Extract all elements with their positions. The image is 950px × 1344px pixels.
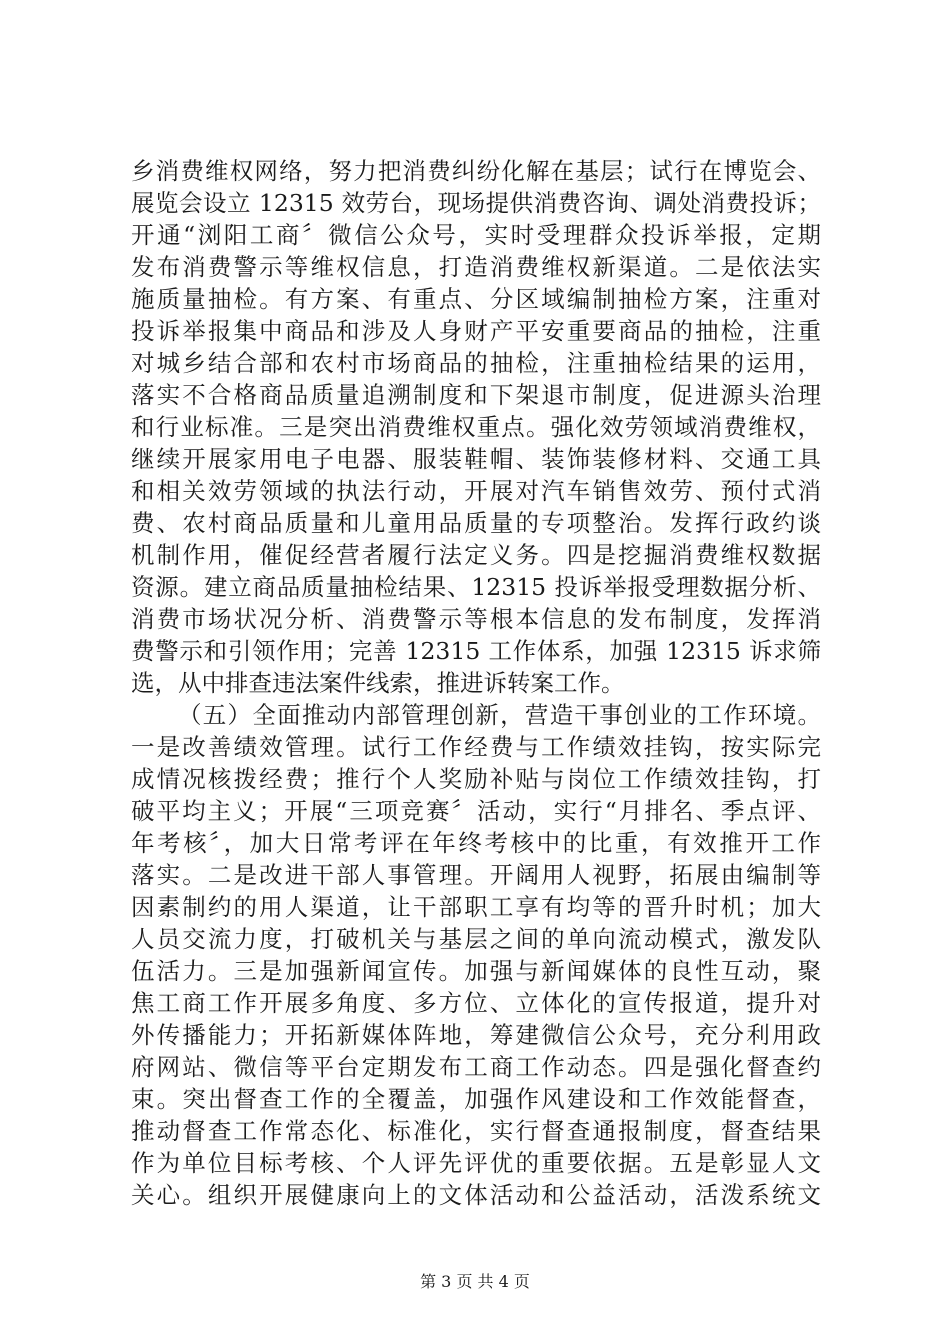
- text-line: 开通“浏阳工商〞微信公众号，实时受理群众投诉举报，定期: [131, 221, 821, 249]
- text-line: 伍活力。三是加强新闻宣传。加强与新闻媒体的良性互动，聚: [131, 957, 821, 985]
- text-line: 展览会设立 12315 效劳台，现场提供消费咨询、调处消费投诉；: [131, 189, 821, 217]
- section-heading-line: （五）全面推动内部管理创新，营造干事创业的工作环境。: [178, 701, 821, 729]
- text-line: 对城乡结合部和农村市场商品的抽检，注重抽检结果的运用，: [131, 349, 821, 377]
- text-line: 费、农村商品质量和儿童用品质量的专项整治。发挥行政约谈: [131, 509, 821, 537]
- text-line: 焦工商工作开展多角度、多方位、立体化的宣传报道，提升对: [131, 989, 821, 1017]
- text-line: 推动督查工作常态化、标准化，实行督查通报制度，督查结果: [131, 1117, 821, 1145]
- text-line: 外传播能力；开拓新媒体阵地，筹建微信公众号，充分利用政: [131, 1021, 821, 1049]
- text-line: 机制作用，催促经营者履行法定义务。四是挖掘消费维权数据: [131, 541, 821, 569]
- text-line: 继续开展家用电子电器、服装鞋帽、装饰装修材料、交通工具: [131, 445, 821, 473]
- text-line: 年考核〞，加大日常考评在年终考核中的比重，有效推开工作: [131, 829, 821, 857]
- text-line: 成情况核拨经费；推行个人奖励补贴与岗位工作绩效挂钩，打: [131, 765, 821, 793]
- text-line: 束。突出督查工作的全覆盖，加强作风建设和工作效能督查，: [131, 1085, 821, 1113]
- text-line: 破平均主义；开展“三项竞赛〞活动，实行“月排名、季点评、: [131, 797, 821, 825]
- text-line: 落实。二是改进干部人事管理。开阔用人视野，拓展由编制等: [131, 861, 821, 889]
- text-line: 落实不合格商品质量追溯制度和下架退市制度，促进源头治理: [131, 381, 821, 409]
- text-line: 费警示和引领作用；完善 12315 工作体系，加强 12315 诉求筛: [131, 637, 821, 665]
- text-line: 一是改善绩效管理。试行工作经费与工作绩效挂钩，按实际完: [131, 733, 821, 761]
- text-line: 和相关效劳领域的执法行动，开展对汽车销售效劳、预付式消: [131, 477, 821, 505]
- text-line: 发布消费警示等维权信息，打造消费维权新渠道。二是依法实: [131, 253, 821, 281]
- text-line: 资源。建立商品质量抽检结果、12315 投诉举报受理数据分析、: [131, 573, 821, 601]
- text-line: 关心。组织开展健康向上的文体活动和公益活动，活泼系统文: [131, 1181, 821, 1209]
- text-line: 乡消费维权网络，努力把消费纠纷化解在基层；试行在博览会、: [131, 157, 821, 185]
- text-line: 人员交流力度，打破机关与基层之间的单向流动模式，激发队: [131, 925, 821, 953]
- paragraph-consumer-rights: [131, 155, 821, 699]
- text-line: 因素制约的用人渠道，让干部职工享有均等的晋升时机；加大: [131, 893, 821, 921]
- text-line: 府网站、微信等平台定期发布工商工作动态。四是强化督查约: [131, 1053, 821, 1081]
- text-line: 施质量抽检。有方案、有重点、分区域编制抽检方案，注重对: [131, 285, 821, 313]
- document-body: [131, 155, 821, 1211]
- paragraph-internal-management: [131, 699, 821, 1211]
- page-number-footer: 第 3 页 共 4 页: [420, 1272, 530, 1291]
- text-line: 消费市场状况分析、消费警示等根本信息的发布制度，发挥消: [131, 605, 821, 633]
- text-line: 作为单位目标考核、个人评先评优的重要依据。五是彰显人文: [131, 1149, 821, 1177]
- text-line: 投诉举报集中商品和涉及人身财产平安重要商品的抽检，注重: [131, 317, 821, 345]
- text-line: 和行业标准。三是突出消费维权重点。强化效劳领域消费维权，: [131, 413, 821, 441]
- text-line: 选，从中排查违法案件线索，推进诉转案工作。: [131, 669, 625, 697]
